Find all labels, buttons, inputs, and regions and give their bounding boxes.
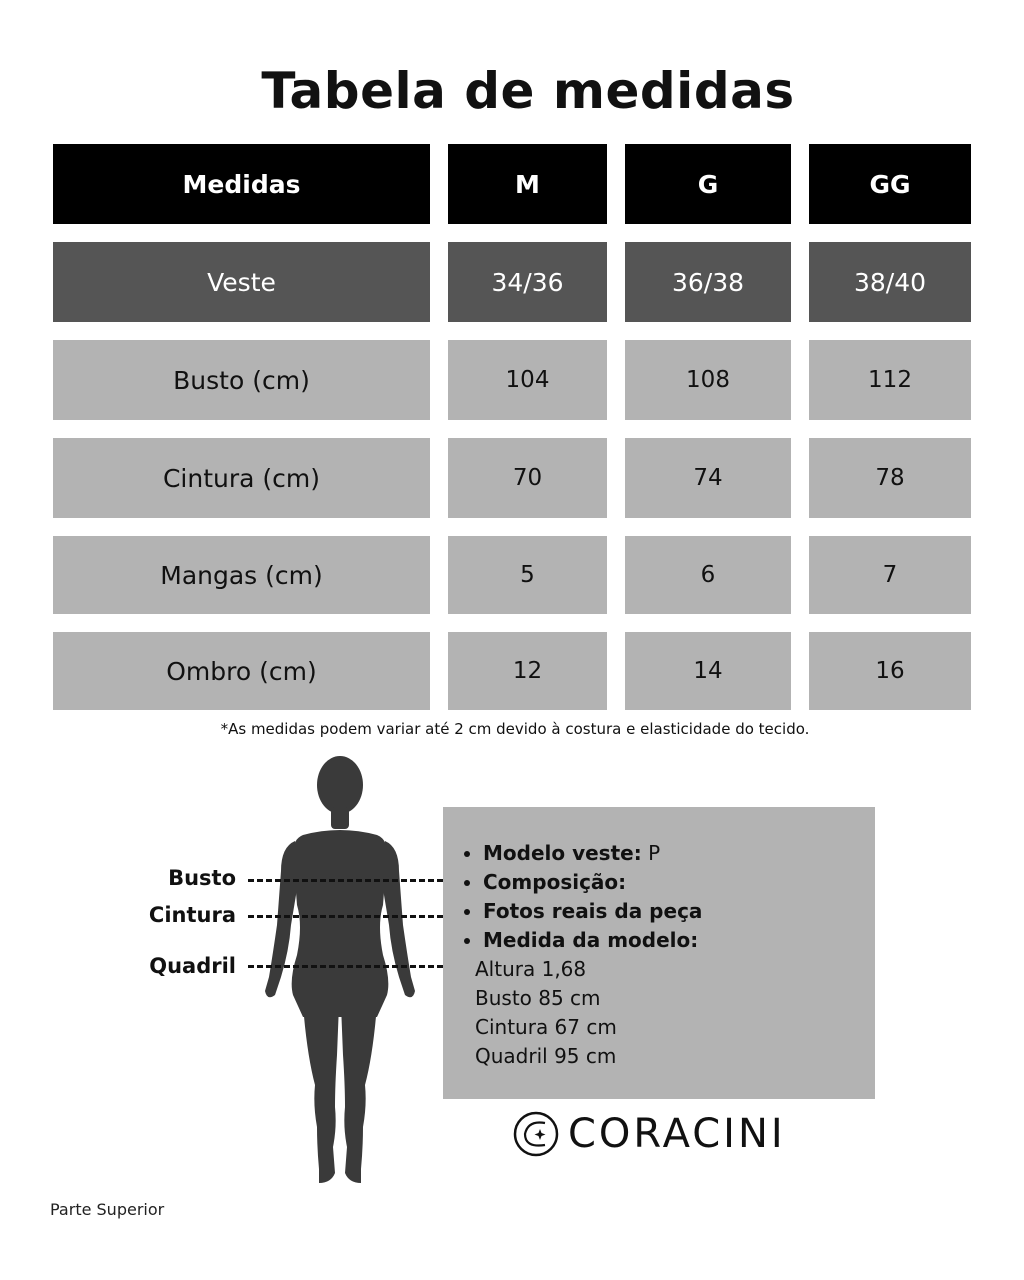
row-busto-m: 104 xyxy=(448,340,607,420)
label-quadril: Quadril xyxy=(149,954,236,978)
info-item xyxy=(483,868,702,897)
row-ombro-g: 14 xyxy=(625,632,791,710)
label-busto: Busto xyxy=(168,866,236,890)
row-mangas-label: Mangas (cm) xyxy=(53,536,430,614)
row-ombro-label: Ombro (cm) xyxy=(53,632,430,710)
row-cintura-label: Cintura (cm) xyxy=(53,438,430,518)
row-mangas-gg: 7 xyxy=(809,536,971,614)
row-busto-gg: 112 xyxy=(809,340,971,420)
row-busto-g: 108 xyxy=(625,340,791,420)
row-cintura-m: 70 xyxy=(448,438,607,518)
info-value: P xyxy=(641,841,661,865)
row-veste-g: 36/38 xyxy=(625,242,791,322)
info-key: Composição: xyxy=(483,870,627,894)
brand-emblem-icon xyxy=(512,1108,560,1160)
row-busto-label: Busto (cm) xyxy=(53,340,430,420)
model-waist: Cintura 67 cm xyxy=(475,1015,617,1039)
busto-leader-line xyxy=(248,879,443,882)
label-cintura: Cintura xyxy=(148,903,236,927)
row-ombro-m: 12 xyxy=(448,632,607,710)
row-mangas-m: 5 xyxy=(448,536,607,614)
cintura-leader-line xyxy=(248,915,443,918)
info-item xyxy=(483,897,702,926)
info-key: Modelo veste: xyxy=(483,841,642,865)
row-cintura-g: 74 xyxy=(625,438,791,518)
body-silhouette-icon xyxy=(255,755,425,1187)
model-bust: Busto 85 cm xyxy=(475,986,601,1010)
info-key: Medida da modelo: xyxy=(483,928,699,952)
header-size-g: G xyxy=(625,144,791,224)
info-item xyxy=(483,926,702,955)
row-veste-label: Veste xyxy=(53,242,430,322)
header-size-m: M xyxy=(448,144,607,224)
model-info-box xyxy=(443,807,875,1099)
model-hip: Quadril 95 cm xyxy=(475,1044,617,1068)
row-mangas-g: 6 xyxy=(625,536,791,614)
row-cintura-gg: 78 xyxy=(809,438,971,518)
brand-name: CORACINI xyxy=(568,1111,786,1157)
footer-label: Parte Superior xyxy=(50,1200,165,1219)
quadril-leader-line xyxy=(248,965,443,968)
measurement-note: *As medidas podem variar até 2 cm devido à costura e elasticidade do tecido. xyxy=(220,720,810,738)
page-title: Tabela de medidas xyxy=(261,62,795,120)
row-veste-gg: 38/40 xyxy=(809,242,971,322)
header-medidas: Medidas xyxy=(53,144,430,224)
info-key: Fotos reais da peça xyxy=(483,899,703,923)
info-item xyxy=(483,839,702,868)
info-list xyxy=(443,839,702,955)
header-size-gg: GG xyxy=(809,144,971,224)
model-height: Altura 1,68 xyxy=(475,957,587,981)
row-ombro-gg: 16 xyxy=(809,632,971,710)
row-veste-m: 34/36 xyxy=(448,242,607,322)
brand-logo xyxy=(512,1108,786,1160)
